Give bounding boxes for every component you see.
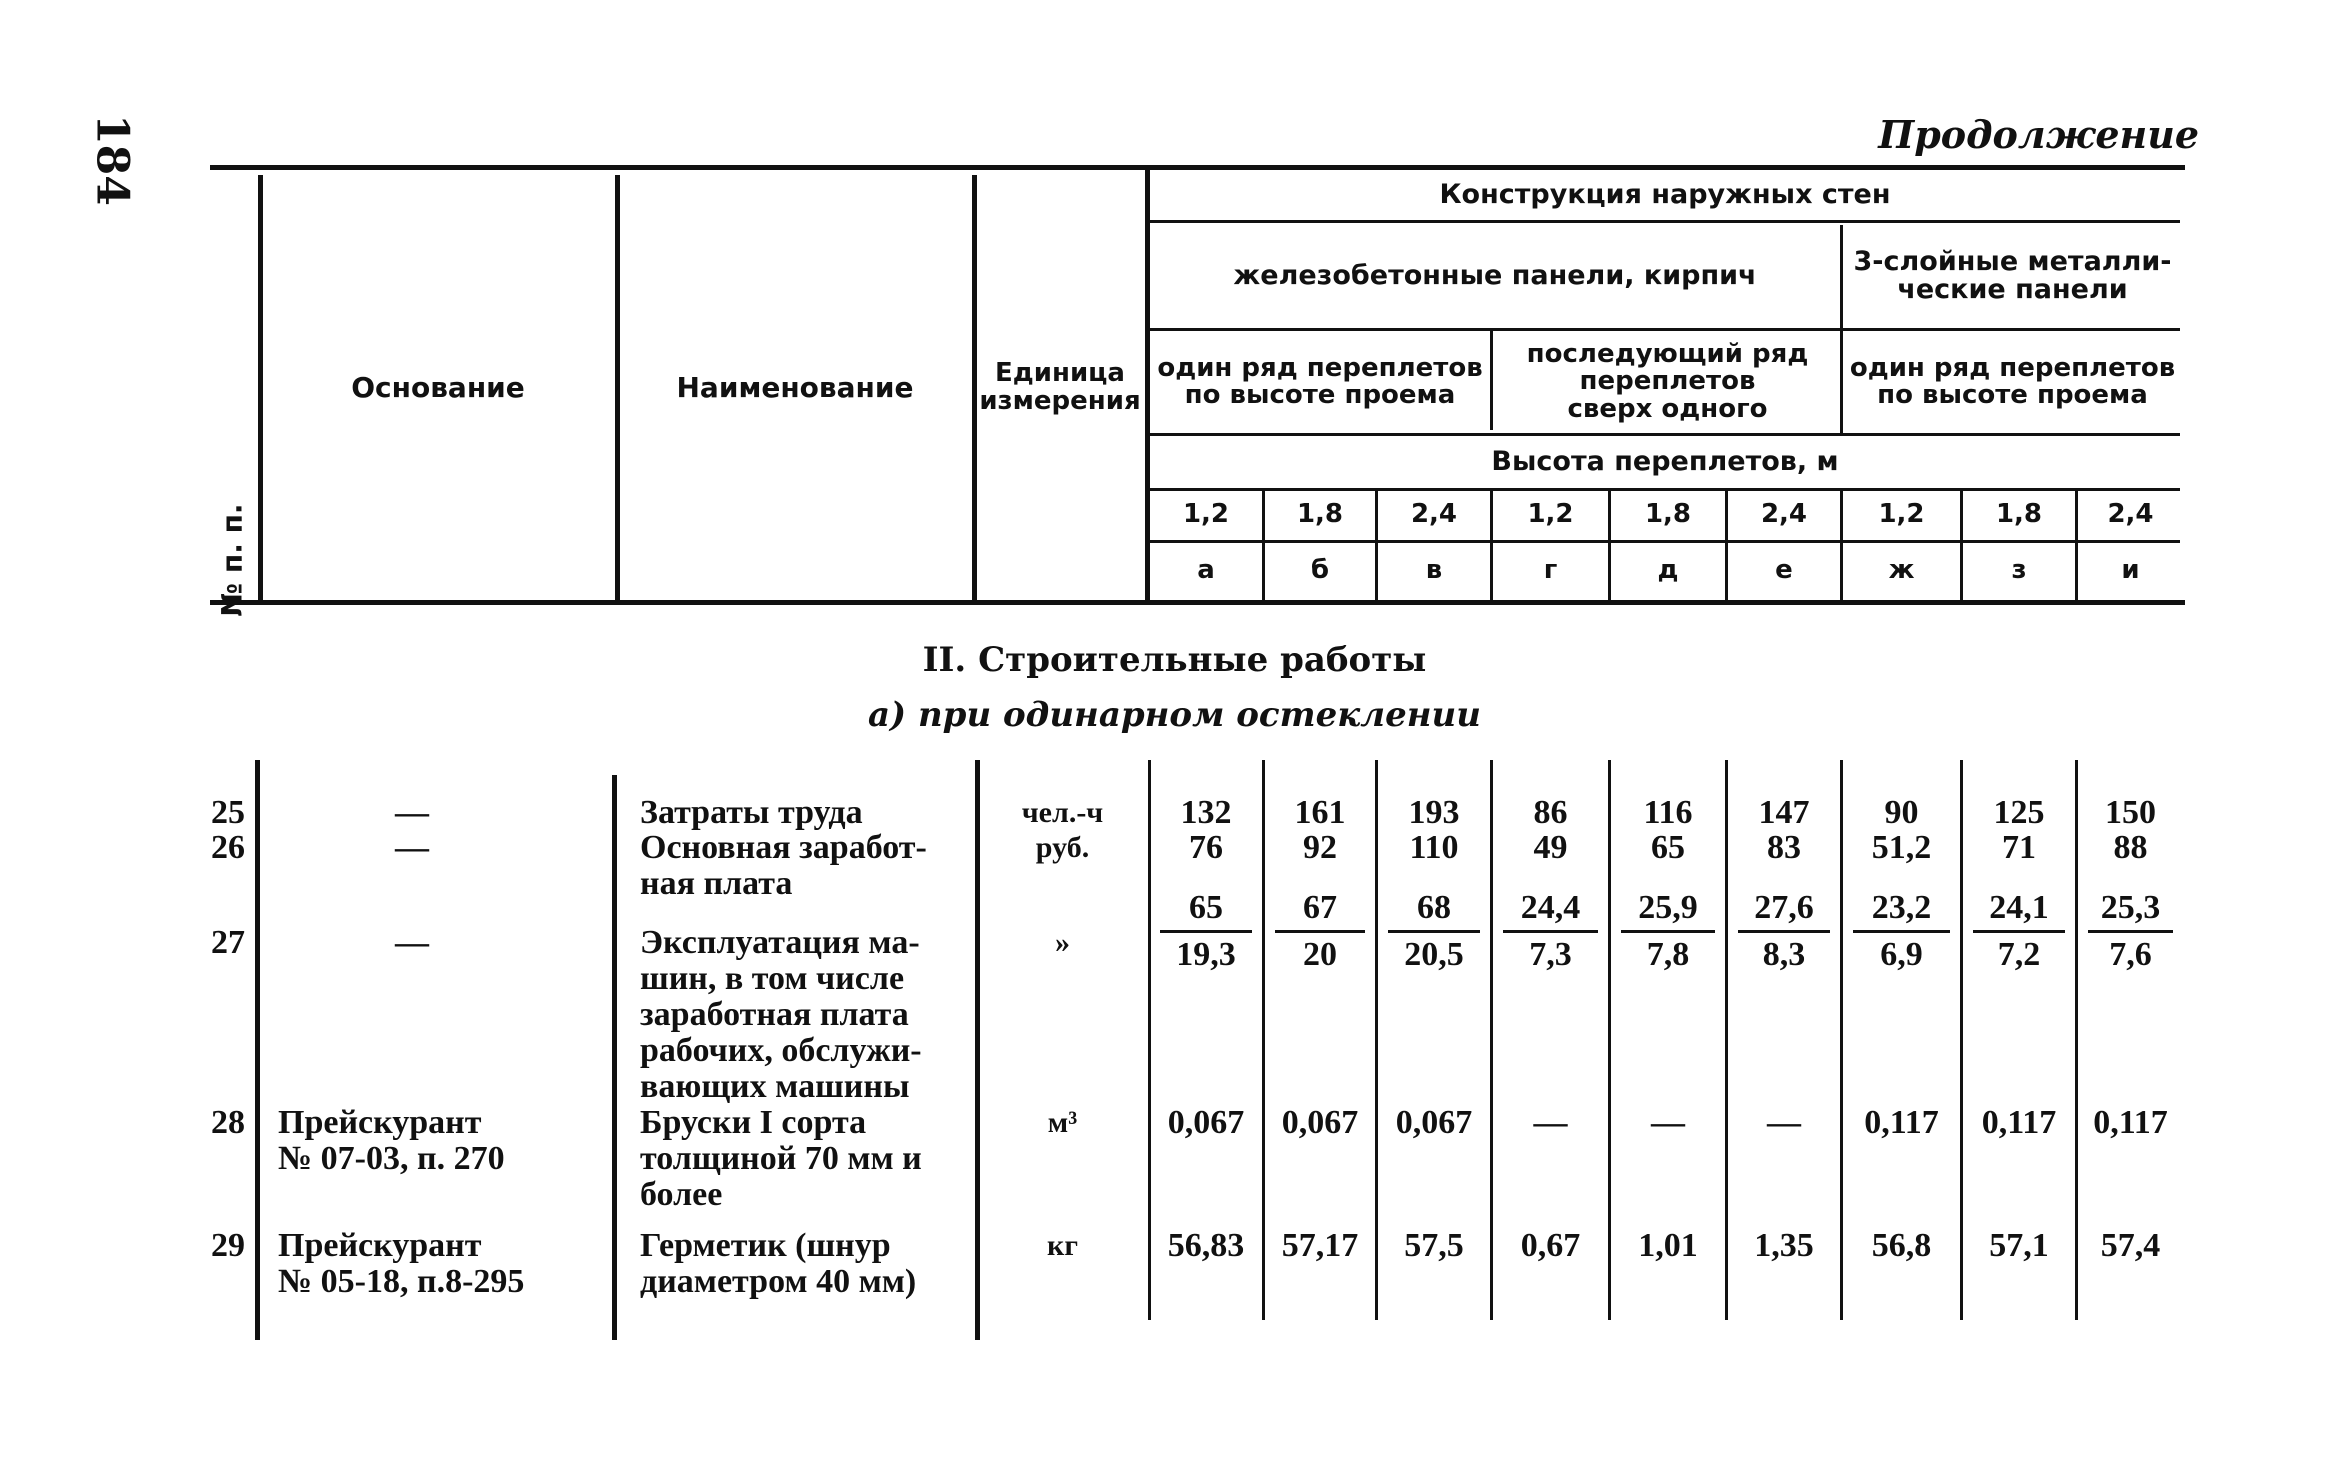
section-title: II. Строительные работы (922, 640, 1427, 680)
row-number: 29 (211, 1227, 245, 1264)
row-value: 51,2 (1871, 829, 1932, 866)
header-column-letter: д (1657, 555, 1679, 586)
row-value: 57,4 (2100, 1227, 2161, 1264)
row-value: — (1767, 1104, 1801, 1141)
row-value: 125 (1993, 794, 2045, 831)
fraction-numerator: 27,6 (1754, 889, 1814, 926)
fraction-bar (1275, 930, 1365, 933)
row-value: 57,1 (1989, 1227, 2049, 1264)
fraction-numerator: 23,2 (1871, 889, 1932, 926)
header-rule-groups (1150, 328, 2180, 331)
header-sub-one-row-metal: один ряд переплетов по высоте проема (1849, 352, 2176, 410)
row-name: Затраты труда (640, 794, 863, 831)
header-column-letter: б (1310, 555, 1330, 586)
row-value: 90 (1884, 794, 1919, 831)
row-unit: чел.-ч (1021, 796, 1104, 829)
row-number: 25 (211, 794, 245, 831)
fraction-bar (1853, 930, 1950, 933)
header-rule-height (1150, 488, 2180, 491)
header-height-value: 2,4 (1760, 499, 1808, 530)
row-value: 150 (2105, 794, 2156, 831)
header-column-letter: в (1425, 555, 1443, 586)
row-unit: м³ (1047, 1106, 1078, 1139)
row-name: Бруски I сорта толщиной 70 мм и более (640, 1104, 922, 1213)
header-height-value: 2,4 (2107, 499, 2154, 530)
row-value: 56,83 (1167, 1227, 1245, 1264)
row-basis: — (395, 924, 429, 961)
row-fraction (1493, 890, 1608, 973)
header-column-letter: з (2011, 555, 2027, 586)
header-height-value: 1,8 (1644, 499, 1692, 530)
row-value: 193 (1408, 794, 1460, 831)
row-fraction (1265, 890, 1375, 973)
row-value: 83 (1767, 829, 1801, 866)
fraction-denominator: 20,5 (1404, 936, 1464, 973)
row-value: 116 (1643, 794, 1693, 831)
row-name: Основная заработ- ная плата (640, 829, 927, 902)
fraction-denominator: 7,8 (1646, 936, 1690, 973)
fraction-denominator: 20 (1303, 936, 1337, 973)
row-value: — (1533, 1104, 1568, 1141)
row-value: 57,5 (1404, 1227, 1464, 1264)
header-no: № п. п. (215, 503, 249, 617)
row-value: 0,117 (1864, 1104, 1939, 1141)
body-col-divider-2 (612, 775, 617, 1340)
row-value: 0,67 (1520, 1227, 1581, 1264)
row-value: — (1651, 1104, 1685, 1141)
row-number: 27 (211, 924, 245, 961)
header-height-label: Высота переплетов, м (1491, 445, 1839, 477)
row-value: 88 (2113, 829, 2148, 866)
row-value: 1,01 (1638, 1227, 1698, 1264)
fraction-denominator: 7,3 (1529, 936, 1572, 973)
row-value: 132 (1180, 794, 1232, 831)
fraction-denominator: 19,3 (1176, 936, 1236, 973)
row-fraction (1378, 890, 1490, 973)
header-height-value: 1,8 (1995, 499, 2043, 530)
row-value: 0,067 (1281, 1104, 1359, 1141)
fraction-numerator: 65 (1189, 889, 1223, 926)
row-value: 56,8 (1871, 1227, 1932, 1264)
header-height-value: 1,2 (1878, 499, 1925, 530)
row-value: 0,067 (1167, 1104, 1245, 1141)
fraction-bar (1503, 930, 1598, 933)
row-fraction (2078, 890, 2183, 973)
row-value: 1,35 (1754, 1227, 1814, 1264)
row-value: 71 (2002, 829, 2036, 866)
row-value: 0,067 (1395, 1104, 1473, 1141)
header-height-value: 1,2 (1527, 499, 1574, 530)
row-fraction (1963, 890, 2075, 973)
row-fraction (1843, 890, 1960, 973)
fraction-denominator: 7,6 (2109, 936, 2152, 973)
row-value: 76 (1189, 829, 1223, 866)
header-bottom-rule (210, 600, 2185, 605)
row-number: 26 (211, 829, 245, 866)
header-unit: Единица измерения (979, 358, 1141, 416)
row-basis: — (395, 829, 429, 866)
row-value: 49 (1533, 829, 1568, 866)
row-unit: руб. (1035, 831, 1090, 864)
header-group-rc: железобетонные панели, кирпич (1233, 259, 1757, 291)
fraction-bar (1738, 930, 1830, 933)
row-fraction (1611, 890, 1725, 973)
fraction-bar (1160, 930, 1252, 933)
header-basis: Основание (351, 370, 525, 404)
fraction-denominator: 7,2 (1997, 936, 2041, 973)
continuation-label: Продолжение (1878, 112, 2199, 157)
fraction-numerator: 68 (1417, 889, 1451, 926)
row-fraction (1150, 890, 1262, 973)
fraction-numerator: 25,3 (2100, 889, 2161, 926)
fraction-bar (1621, 930, 1715, 933)
row-unit: кг (1047, 1229, 1078, 1262)
row-basis: Прейскурант № 07-03, п. 270 (278, 1104, 505, 1177)
header-divider-rows (1490, 330, 1493, 430)
page-number: 184 (86, 114, 138, 206)
header-column-letter: е (1775, 555, 1793, 586)
row-value: 110 (1409, 829, 1459, 866)
row-name: Эксплуатация ма- шин, в том числе заработная плата рабочих, обслужи- вающих машины (640, 924, 922, 1105)
header-rule-values (1150, 540, 2180, 543)
row-value: 92 (1303, 829, 1337, 866)
row-fraction (1728, 890, 1840, 973)
row-value: 86 (1533, 794, 1568, 831)
fraction-denominator: 8,3 (1762, 936, 1806, 973)
header-height-value: 1,8 (1296, 499, 1344, 530)
row-value: 147 (1758, 794, 1810, 831)
header-column-letter: и (2121, 555, 2140, 586)
header-height-value: 2,4 (1410, 499, 1458, 530)
fraction-numerator: 24,1 (1989, 889, 2049, 926)
header-construction: Конструкция наружных стен (1439, 178, 1891, 210)
header-group-metal: 3-слойные металли- ческие панели (1853, 245, 2172, 305)
header-rule-construction (1150, 220, 2180, 223)
row-basis: — (395, 794, 429, 831)
header-column-letter: г (1543, 555, 1558, 586)
header-height-value: 1,2 (1182, 499, 1230, 530)
row-value: 65 (1651, 829, 1685, 866)
header-sub-one-row: один ряд переплетов по высоте проема (1157, 352, 1483, 410)
fraction-numerator: 25,9 (1638, 889, 1698, 926)
fraction-numerator: 24,4 (1520, 889, 1581, 926)
row-value: 0,117 (2093, 1104, 2168, 1141)
row-value: 0,117 (1981, 1104, 2057, 1141)
header-name: Наименование (676, 370, 914, 404)
section-subtitle: а) при одинарном остеклении (868, 695, 1481, 735)
header-column-letter: а (1197, 555, 1215, 586)
fraction-bar (1388, 930, 1480, 933)
row-unit: » (1055, 926, 1070, 959)
fraction-bar (2088, 930, 2173, 933)
body-col-divider-1 (255, 760, 260, 1340)
fraction-denominator: 6,9 (1880, 936, 1923, 973)
fraction-bar (1973, 930, 2065, 933)
row-basis: Прейскурант № 05-18, п.8-295 (278, 1227, 525, 1300)
header-sub-next-row: последующий ряд переплетов сверх одного (1526, 339, 1809, 424)
header-column-letter: ж (1888, 555, 1915, 586)
row-value: 161 (1294, 794, 1346, 831)
fraction-numerator: 67 (1303, 889, 1337, 926)
row-name: Герметик (шнур диаметром 40 мм) (640, 1227, 917, 1300)
row-value: 57,17 (1281, 1227, 1359, 1264)
row-number: 28 (211, 1104, 245, 1141)
